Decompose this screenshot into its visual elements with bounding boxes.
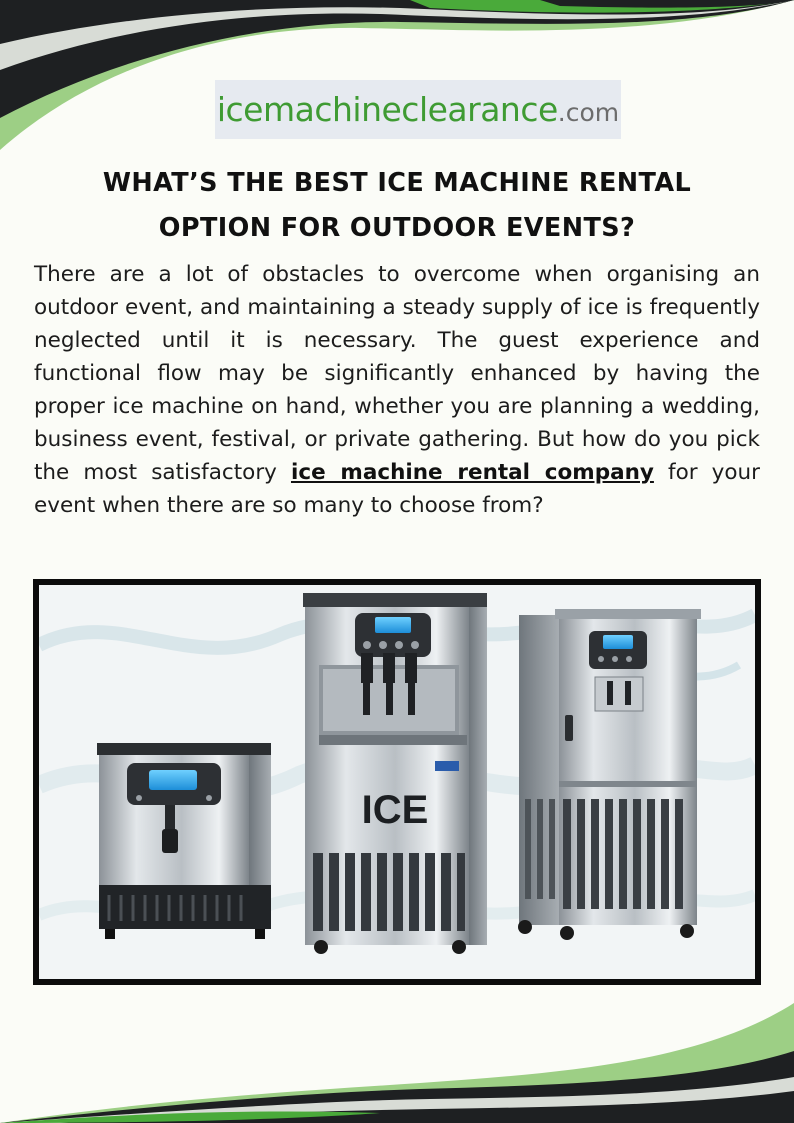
paragraph-text: There are a lot of obstacles to overcome when organising an outdoor event, and maintaining a steady supply of ice is frequently neglected until it is necessary. The guest experience and functional flow may be significantly enhanced by having the proper ice machine on hand, whether you are planning a wedding, business event, festival, or private gathering. But how do you pick the most satisfactory [34,262,760,485]
small-ice-machine [97,743,271,939]
paragraph-text-end: for your event when there are so many to choose from? [34,460,761,518]
intro-paragraph [34,258,760,522]
rental-company-link[interactable]: ice machine rental company [290,460,654,485]
ice-machines-photo [33,579,761,985]
article-title [40,161,754,251]
large-center-ice-machine [303,593,487,954]
site-logo[interactable] [215,80,621,139]
tall-right-ice-machine [518,609,701,940]
bottom-wave-decoration [0,973,794,1123]
logo-wordmark: icemachineclearance.com [216,90,620,129]
title-line-2: OPTION FOR OUTDOOR EVENTS? [158,213,636,243]
title-line-1: WHAT’S THE BEST ICE MACHINE RENTAL [102,168,692,198]
machine-ice-label: ICE [361,788,429,832]
ice-machines-illustration [39,585,755,979]
